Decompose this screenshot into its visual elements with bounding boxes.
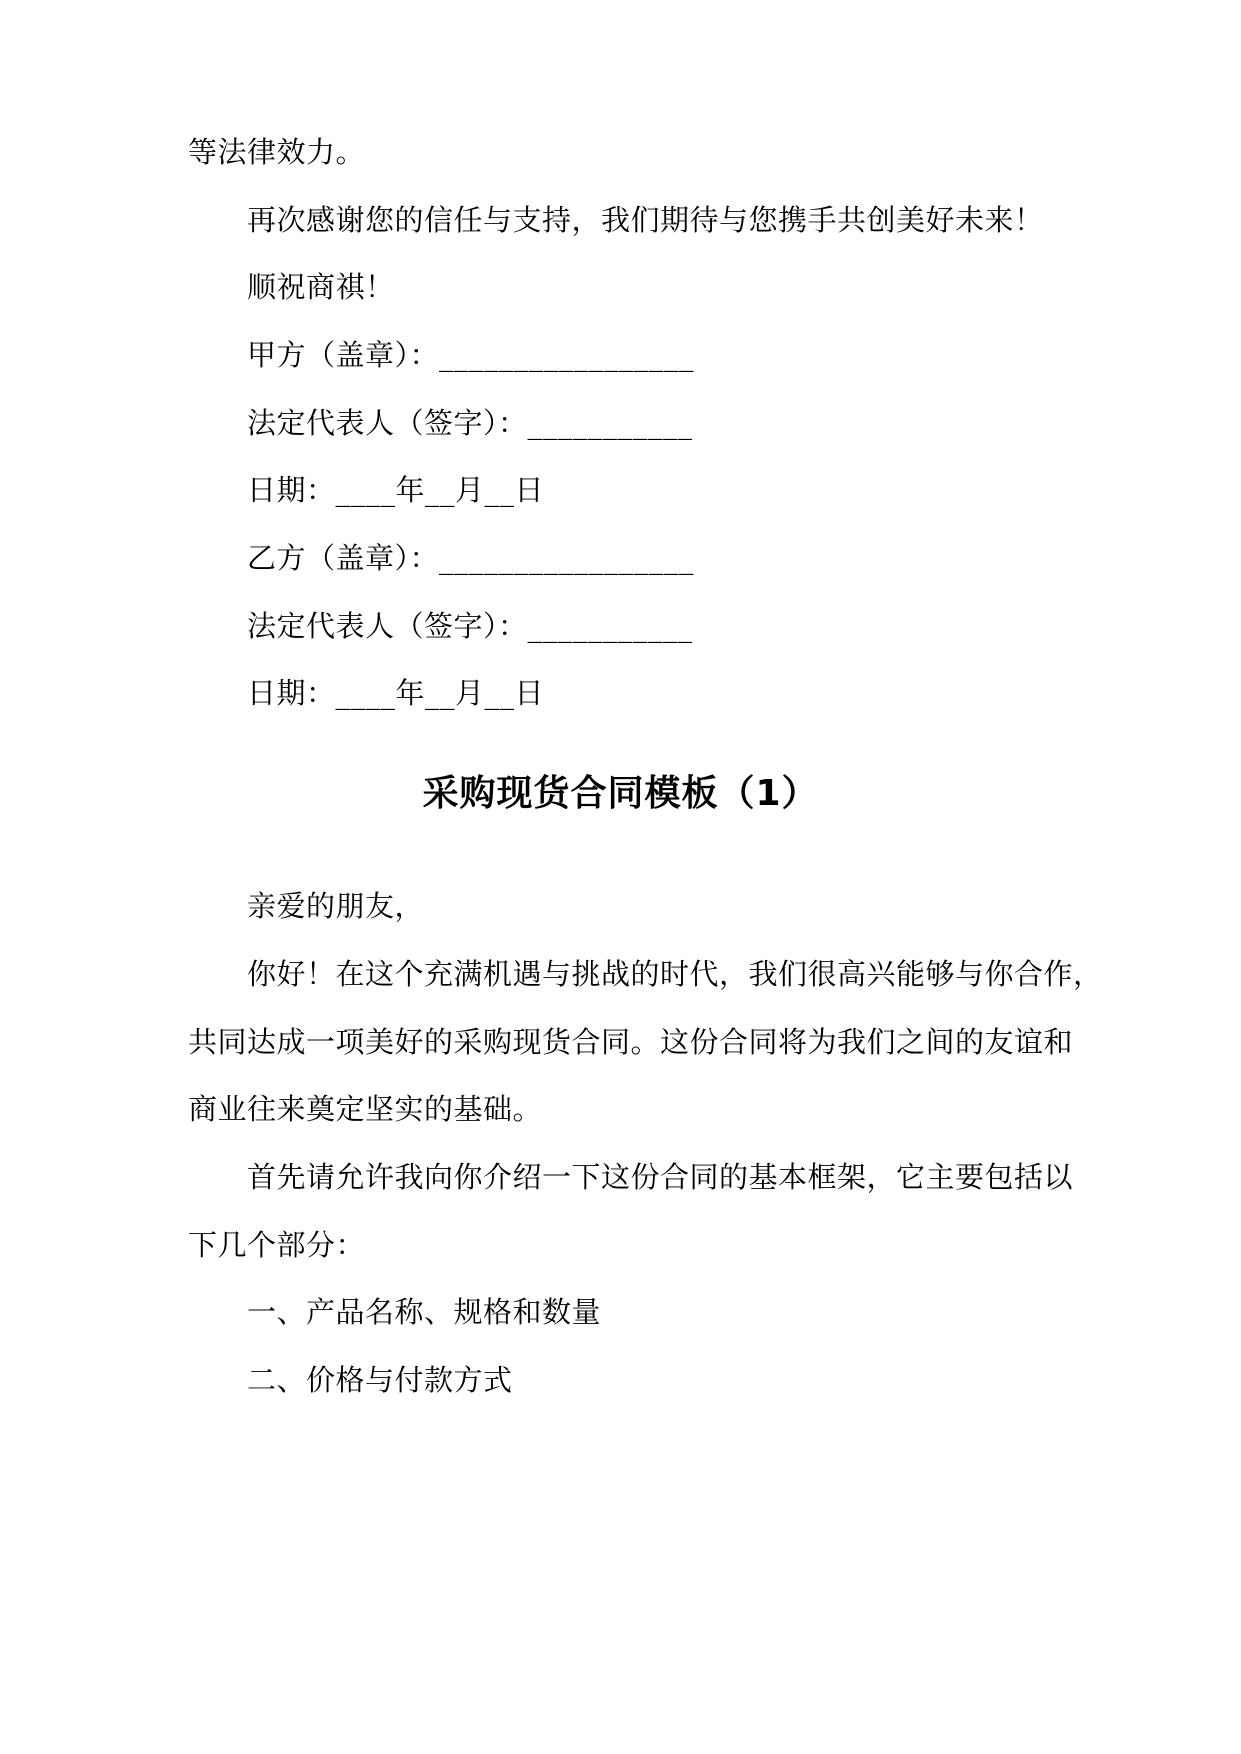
closing-greeting: 顺祝商祺！ <box>247 270 395 304</box>
framework-paragraph-line-1: 首先请允许我向你介绍一下这份合同的基本框架，它主要包括以 <box>247 1160 1074 1194</box>
section-item-1: 一、产品名称、规格和数量 <box>247 1295 602 1329</box>
party-b-seal-line: 乙方（盖章）：_________________ <box>247 541 695 575</box>
intro-paragraph-line-3: 商业往来奠定坚实的基础。 <box>188 1092 543 1126</box>
framework-paragraph-line-2: 下几个部分： <box>188 1228 366 1262</box>
intro-paragraph-line-1: 你好！在这个充满机遇与挑战的时代，我们很高兴能够与你合作， <box>247 957 1103 991</box>
party-a-representative-line: 法定代表人（签字）：___________ <box>247 406 693 440</box>
party-b-representative-line: 法定代表人（签字）：___________ <box>247 609 693 643</box>
party-a-seal-line: 甲方（盖章）：_________________ <box>247 338 695 372</box>
intro-paragraph-line-2: 共同达成一项美好的采购现货合同。这份合同将为我们之间的友谊和 <box>188 1025 1074 1059</box>
party-a-date-line: 日期：____年__月__日 <box>247 473 545 507</box>
paragraph-continuation: 等法律效力。 <box>188 135 366 169</box>
salutation: 亲爱的朋友， <box>247 889 425 923</box>
section-item-2: 二、价格与付款方式 <box>247 1363 513 1397</box>
contract-title: 采购现货合同模板（1） <box>422 773 819 814</box>
thanks-paragraph: 再次感谢您的信任与支持，我们期待与您携手共创美好未来！ <box>247 203 1044 237</box>
party-b-date-line: 日期：____年__月__日 <box>247 676 545 710</box>
